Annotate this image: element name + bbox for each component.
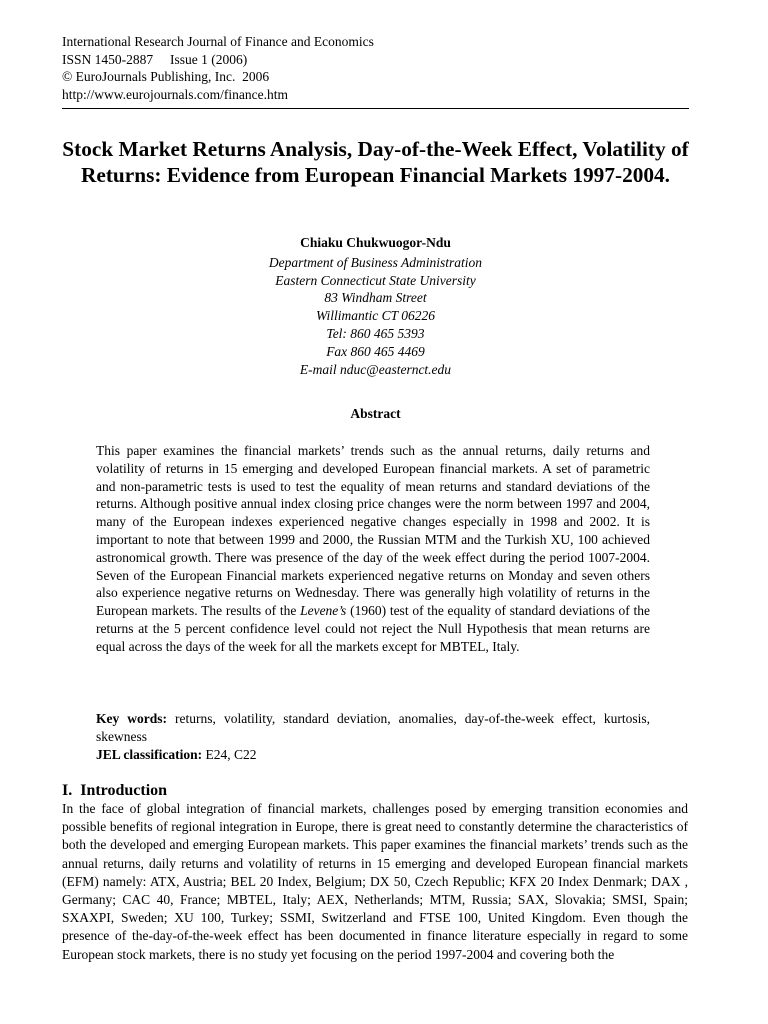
abstract-text (96, 442, 650, 656)
affiliation-fax: Fax 860 465 4469 (326, 343, 425, 359)
affiliation-email: E-mail nduc@easternct.edu (299, 361, 452, 377)
jel-text: E24, C22 (202, 747, 257, 762)
journal-issn: ISSN 1450-2887 Issue 1 (2006) (62, 51, 248, 67)
author-name: Chiaku Chukwuogor-Ndu (300, 235, 451, 250)
affiliation-university: Eastern Connecticut State University (275, 272, 476, 288)
journal-header (62, 33, 374, 103)
journal-url[interactable]: http://www.eurojournals.com/finance.htm (62, 86, 288, 102)
introduction-heading: I. Introduction (62, 782, 168, 799)
keywords-label: Key words: (96, 711, 168, 726)
keywords-text: returns, volatility, standard deviation, anomalies, day-of-the-week effect, kurtosis, skewness (96, 711, 650, 744)
affiliation-street: 83 Windham Street (324, 290, 427, 306)
affiliation-city: Willimantic CT 06226 (315, 308, 435, 324)
header-divider (62, 108, 689, 109)
author-block (62, 234, 689, 378)
affiliation-department: Department of Business Administration (268, 254, 483, 270)
introduction-text: In the face of global integration of financial markets, challenges posed by emerging transition economies and possible benefits of regional integration in Europe, there is great need to constantly determine the characteristics of both the developed and emerging European markets. This paper examines the financial markets’ trends such as the annual returns, daily returns and volatility of returns in 15 emerging and developed European financial markets (EFM) namely: ATX, Austria; BEL 20 Index, Belgium; DX 50, Czech Republic; KFX 20 Index Denmark; DAX , Germany; CAC 40, France; MBTEL, Italy; AEX, Netherlands; MTM, Russia; SAX, Slovakia; SMSI, Spain; SXAXPI, Sweden; XU 100, Turkey; SSMI, Switzerland and FTSE 100, United Kingdom. Even though the presence of the-day-of-the-week effect has been documented in finance literature especially in regard to some European stock markets, there is no study yet focusing on the period 1997-2004 and covering both the (62, 801, 688, 962)
jel-classification (96, 746, 650, 764)
affiliation-tel: Tel: 860 465 5393 (326, 325, 425, 341)
abstract-text-part-1: This paper examines the financial markets’ trends such as the annual returns, daily returns and volatility of returns in 15 emerging and developed European financial markets. A set of parametric and non-parametric tests is used to test the equality of mean returns and standard deviations of the returns. Although positive annual index closing price changes were the norm between 1997 and 2004, many of the European indexes experienced negative changes especially in 1998 and 2002. It is important to note that between 1999 and 2000, the Russian MTM and the Turkish XU, 100 achieved astronomical growth. There was presence of the day of the week effect during the period 1007-2004. Seven of the European Financial markets experienced negative returns on Monday and seven others also experience negative returns on Wednesday. There was generally high volatility of returns in the European markets. The results of the (96, 443, 650, 619)
abstract-text-part-2: (1960) test of the equality of standard deviations of the returns at the 5 percent confidence level could not reject the Null Hypothesis that mean returns are equal across the days of the week for all the markets except for MBTEL, Italy. (96, 603, 650, 654)
abstract-levene-italic: Levene’s (300, 603, 347, 619)
abstract-heading: Abstract (350, 406, 401, 421)
journal-copyright: © EuroJournals Publishing, Inc. 2006 (62, 69, 270, 84)
keywords (96, 710, 650, 746)
jel-label: JEL classification: (96, 747, 203, 762)
paper-title: Stock Market Returns Analysis, Day-of-the-Week Effect, Volatility of Returns: Evidence from European Financial Markets 1997-2004. (62, 137, 689, 187)
journal-name: International Research Journal of Finance and Economics (62, 34, 374, 49)
